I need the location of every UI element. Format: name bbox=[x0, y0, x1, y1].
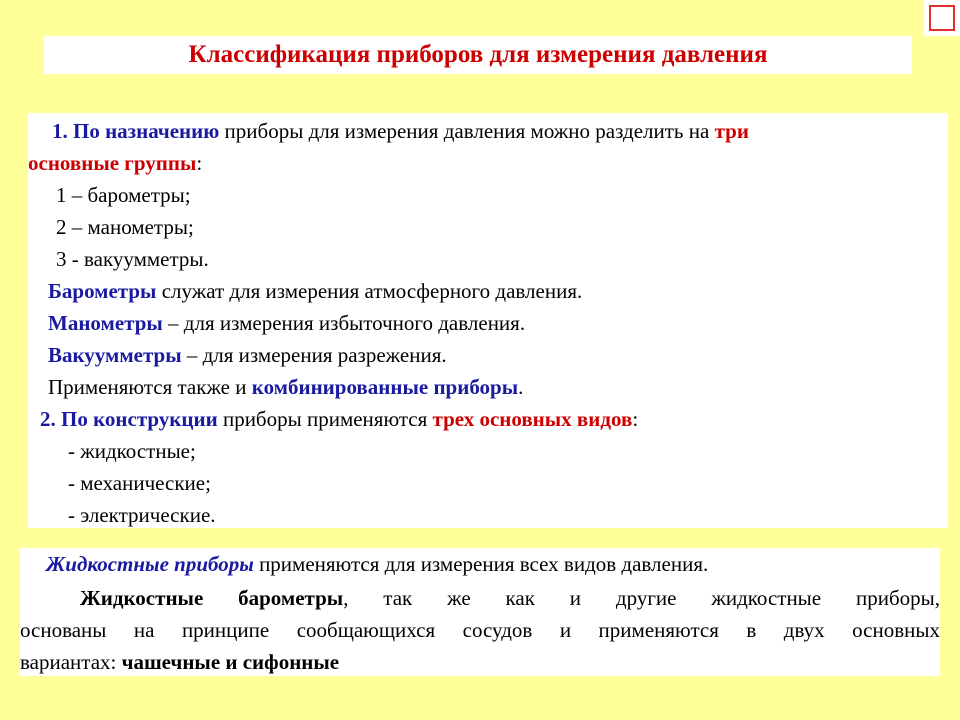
three-types-term: трех основных видов bbox=[432, 407, 633, 431]
liquid-barometers-line bbox=[80, 584, 940, 612]
groups-line bbox=[28, 149, 202, 177]
liquid-barometers-term: Жидкостные барометры bbox=[80, 586, 344, 610]
purpose-line bbox=[52, 117, 749, 145]
principle-line: основаны на принципе сообщающихся сосудов и применяются в двух основных bbox=[20, 618, 940, 642]
slide-corner-marker bbox=[924, 0, 960, 36]
main-groups-term: основные группы bbox=[28, 151, 197, 175]
vacuummeters-line bbox=[48, 341, 447, 369]
variants-pre: вариантах: bbox=[20, 650, 122, 674]
list-item: 1 – барометры; bbox=[56, 183, 191, 207]
vacuummeters-text: – для измерения разрежения. bbox=[181, 343, 447, 367]
design-line bbox=[40, 405, 638, 433]
by-purpose-term: По назначению bbox=[73, 119, 220, 143]
purpose-text: приборы для измерения давления можно разделить на bbox=[219, 119, 715, 143]
liquid-devices-line bbox=[46, 550, 708, 578]
list-item: - электрические. bbox=[68, 503, 216, 527]
design-text: приборы применяются bbox=[217, 407, 433, 431]
page-title: Классификация приборов для измерения давления bbox=[44, 36, 912, 74]
design-colon: : bbox=[632, 407, 639, 431]
three-term: три bbox=[714, 119, 749, 143]
combined-line bbox=[48, 373, 523, 401]
liquid-devices-term: Жидкостные приборы bbox=[46, 552, 254, 576]
groups-colon: : bbox=[196, 151, 203, 175]
combined-term: комбинированные приборы bbox=[251, 375, 519, 399]
by-design-term: По конструкции bbox=[61, 407, 218, 431]
barometers-line bbox=[48, 277, 582, 305]
classification-box bbox=[28, 113, 948, 528]
manometers-text: – для измерения избыточного давления. bbox=[162, 311, 526, 335]
item-number: 1. bbox=[52, 119, 68, 143]
barometers-term: Барометры bbox=[48, 279, 157, 303]
liquid-devices-text: применяются для измерения всех видов давления. bbox=[253, 552, 709, 576]
barometers-text: служат для измерения атмосферного давления. bbox=[156, 279, 583, 303]
variants-term: чашечные и сифонные bbox=[121, 650, 340, 674]
combined-post: . bbox=[518, 375, 524, 399]
variants-line bbox=[20, 648, 339, 676]
vacuummeters-term: Вакуумметры bbox=[48, 343, 182, 367]
manometers-line bbox=[48, 309, 525, 337]
liquid-devices-box bbox=[20, 548, 940, 676]
list-item: - механические; bbox=[68, 471, 211, 495]
manometers-term: Манометры bbox=[48, 311, 163, 335]
list-item: - жидкостные; bbox=[68, 439, 196, 463]
combined-pre: Применяются также и bbox=[48, 375, 252, 399]
corner-square-icon bbox=[929, 5, 955, 31]
list-item: 3 - вакуумметры. bbox=[56, 247, 209, 271]
liquid-barometers-text: , так же как и другие жидкостные приборы, bbox=[343, 586, 940, 610]
item-number: 2. bbox=[40, 407, 56, 431]
list-item: 2 – манометры; bbox=[56, 215, 194, 239]
